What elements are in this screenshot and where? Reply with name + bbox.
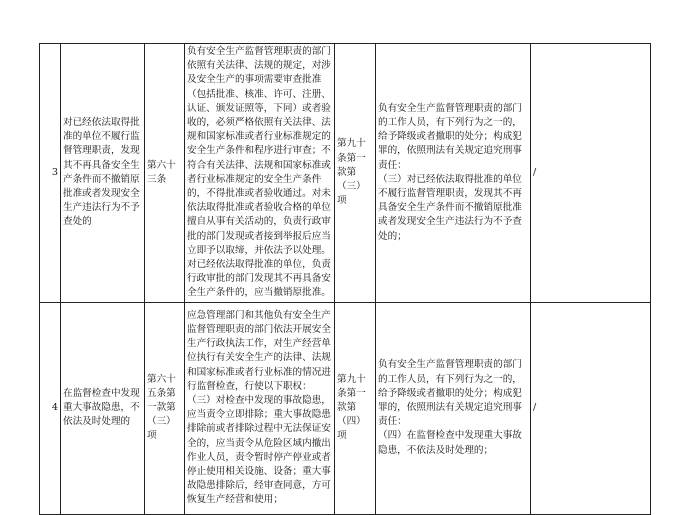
basis-article: 第六十 三条 (145, 44, 185, 303)
basis-article: 第六十 五条第 一款第 （三） 项 (145, 302, 185, 514)
penalty-text: 负有安全生产监督管理职责的部门的工作人员，有下列行为之一的，给予降级或者撤职的处分；构成犯罪的，依照刑法有关规定追究刑事责任： （四）在监督检查中发现重大事故隐患，不依法及时处理的； (376, 302, 531, 514)
responsibility-item: 对已经依法取得批准的单位不履行监督管理职责，发现其不再具备安全生产条件而不撤销原批准或者发现安全生产违法行为不予查处的 (61, 44, 145, 303)
row-number: 3 (40, 44, 61, 303)
basis-text: 应急管理部门和其他负有安全生产监督管理职责的部门依法开展安全生产行政执法工作，对生产经营单位执行有关安全生产的法律、法规和国家标准或者行业标准的情况进行监督检查，行使以下职权： （三）对检查中发现的事故隐患，应当责令立即排除；重大事故隐患排除前或者排除过程中无法保证安全的，应当责令从危险区域内撤出作业人员，责令暂时停产停业或者停止使用相关设施、设备；重大事故隐患排除后，经审查同意，方可恢复生产经营和使用； (185, 302, 335, 514)
penalty-text: 负有安全生产监督管理职责的部门的工作人员，有下列行为之一的，给予降级或者撤职的处分；构成犯罪的，依照刑法有关规定追究刑事责任： （三）对已经依法取得批准的单位不履行监督管理职责，发现其不再具备安全生产条件而不撤销原批准或者发现安全生产违法行为不予查处的； (376, 44, 531, 303)
legal-responsibility-table (39, 43, 651, 515)
table-row (40, 44, 651, 303)
basis-text: 负有安全生产监督管理职责的部门依照有关法律、法规的规定，对涉及安全生产的事项需要审查批准（包括批准、核准、许可、注册、认证、颁发证照等，下同）或者验收的，必须严格依照有关法律、法规和国家标准或者行业标准规定的安全生产条件和程序进行审查；不符合有关法律、法规和国家标准或者行业标准规定的安全生产条件的，不得批准或者验收通过。对未依法取得批准或者验收合格的单位擅自从事有关活动的，负责行政审批的部门发现或者接到举报后应当立即予以取缔，并依法予以处理。对已经依法取得批准的单位，负责行政审批的部门发现其不再具备安全生产条件的，应当撤销原批准。 (185, 44, 335, 303)
penalty-article: 第九十 条第一 款第 （三） 项 (335, 44, 376, 303)
table-row (40, 302, 651, 514)
row-number: 4 (40, 302, 61, 514)
note-cell: / (531, 44, 651, 303)
penalty-article: 第九十 条第一 款第 （四） 项 (335, 302, 376, 514)
responsibility-item: 在监督检查中发现重大事故隐患，不依法及时处理的 (61, 302, 145, 514)
note-cell: / (531, 302, 651, 514)
